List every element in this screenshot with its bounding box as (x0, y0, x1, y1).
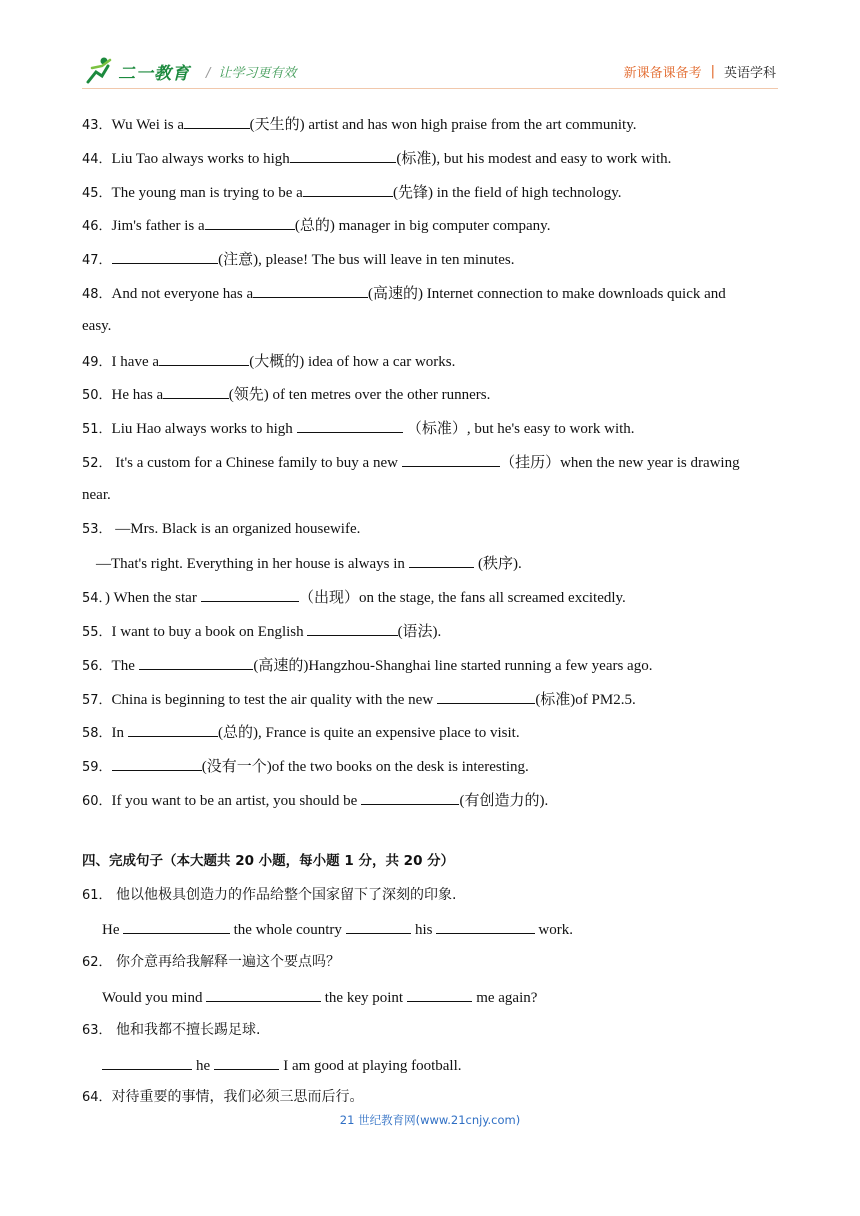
question-hint: （标准）, but he's easy to work with. (403, 421, 635, 438)
question-text: And not everyone has a (111, 286, 254, 302)
header-divider (82, 88, 778, 89)
answer-blank[interactable] (205, 214, 295, 230)
question-line (102, 986, 537, 1008)
question-text: Liu Tao always works to high (111, 150, 290, 167)
question-number: 48． (82, 287, 112, 302)
question-number: 47． (82, 253, 112, 269)
section-title: 四、完成句子（本大题共 20 小题，每小题 1 分，共 20 分） (82, 852, 455, 869)
question-number: 43． (82, 118, 112, 133)
page-header (82, 54, 778, 90)
question-line (82, 316, 111, 336)
answer-blank[interactable] (346, 918, 412, 934)
question-line (82, 214, 550, 237)
answer-blank[interactable] (184, 113, 250, 129)
answer-blank[interactable] (159, 350, 249, 366)
question-text: —That's right. Everything in her house is always in (96, 556, 409, 573)
question-line (82, 688, 636, 711)
question-number: 45． (82, 185, 112, 201)
question-hint: (大概的) idea of how a car works. (249, 353, 456, 370)
question-line (82, 113, 636, 136)
header-separator: | (710, 64, 715, 79)
question-text: Wu Wei is a (111, 117, 185, 133)
chinese-sentence: 他和我都不擅长踢足球. (111, 1021, 261, 1038)
question-text: The young man is trying to be a (111, 184, 303, 201)
chinese-sentence: 他以他极具创造力的作品给整个国家留下了深刻的印象. (111, 886, 457, 903)
answer-blank[interactable] (290, 147, 397, 163)
question-line (82, 654, 652, 677)
question-number: 50． (82, 388, 112, 404)
question-continuation: easy. (82, 317, 112, 334)
question-text: Jim's father is a (111, 218, 205, 235)
answer-blank[interactable] (128, 721, 218, 737)
question-line (82, 248, 514, 271)
answer-blank[interactable] (361, 789, 459, 805)
question-line (82, 586, 626, 609)
question-line (82, 1020, 260, 1041)
footer: 21 世纪教育网(www.21cnjy.com) (339, 1113, 521, 1127)
question-number: 60． (82, 794, 112, 809)
question-line (82, 755, 529, 778)
header-right (624, 62, 776, 81)
question-line (82, 485, 111, 505)
question-line (82, 350, 455, 373)
question-number: 53． (82, 521, 112, 537)
question-line (82, 282, 726, 305)
question-hint: (没有一个)of the two books on the desk is interesting. (201, 759, 529, 776)
question-number: 62． (82, 955, 112, 971)
question-number: 44． (82, 151, 112, 167)
sentence-fragment: Would you mind (102, 990, 207, 1006)
question-line (82, 1087, 364, 1108)
question-line (82, 181, 622, 204)
answer-blank[interactable] (102, 1054, 192, 1070)
header-right-text: 新课备课备考 (623, 66, 702, 81)
subject-label: 英语学科 (723, 66, 776, 81)
question-hint: (标准)of PM2.5. (535, 691, 636, 708)
question-continuation: near. (82, 486, 111, 503)
answer-blank[interactable] (407, 986, 473, 1002)
question-line (82, 147, 671, 170)
question-hint: (语法). (397, 624, 442, 640)
answer-blank[interactable] (163, 383, 229, 399)
answer-blank[interactable] (112, 248, 219, 264)
question-number: 54． (82, 591, 106, 607)
question-hint: (注意), please! The bus will leave in ten minutes. (218, 252, 515, 269)
question-text: He has a (111, 387, 164, 404)
question-hint: (领先) of ten metres over the other runners. (228, 387, 491, 404)
question-hint: (标准), but his modest and easy to work with. (396, 150, 672, 167)
question-number: 58． (82, 726, 112, 742)
sentence-fragment: He (102, 922, 124, 939)
answer-blank[interactable] (297, 417, 404, 433)
sentence-fragment: he (192, 1057, 214, 1074)
answer-blank[interactable] (402, 451, 500, 467)
question-line (82, 789, 548, 812)
question-text: In (111, 725, 128, 742)
question-line (82, 851, 454, 871)
question-number: 57． (82, 692, 112, 708)
question-hint: (先锋) in the field of high technology. (392, 184, 622, 201)
question-number: 56． (82, 658, 112, 674)
question-text: China is beginning to test the air quality with the new (111, 691, 437, 708)
question-number: 52． (82, 456, 112, 471)
question-line (102, 1054, 462, 1076)
answer-blank[interactable] (139, 654, 254, 670)
question-number: 55． (82, 625, 112, 640)
answer-blank[interactable] (253, 282, 368, 298)
question-number: 49． (82, 354, 112, 370)
question-hint: (天生的) artist and has won high praise from the art community. (249, 117, 637, 133)
answer-blank[interactable] (437, 688, 535, 704)
runner-logo-icon (82, 54, 116, 88)
answer-blank[interactable] (201, 586, 299, 602)
answer-blank[interactable] (436, 918, 534, 934)
answer-blank[interactable] (206, 986, 321, 1002)
question-line (82, 721, 520, 744)
question-number: 64． (82, 1090, 112, 1106)
answer-blank[interactable] (409, 552, 475, 568)
logo-text: 二一教育 (118, 63, 190, 84)
sentence-fragment: the whole country (229, 922, 346, 939)
question-line (96, 552, 522, 574)
question-text: If you want to be an artist, you should be (111, 793, 362, 809)
question-hint: （出现）on the stage, the fans all screamed excitedly. (298, 590, 626, 607)
question-text: ) When the star (105, 590, 201, 607)
question-number: 59． (82, 760, 112, 776)
question-text: —Mrs. Black is an organized housewife. (111, 520, 361, 537)
slogan-text: 让学习更有效 (218, 66, 297, 81)
question-number: 46． (82, 219, 112, 235)
sentence-fragment: his (411, 922, 437, 939)
answer-blank[interactable] (303, 181, 393, 197)
question-hint: (秩序). (474, 556, 522, 573)
question-hint: (高速的) Internet connection to make downloads quick and (367, 286, 726, 302)
question-text: Liu Hao always works to high (111, 421, 297, 438)
question-text: The (111, 657, 139, 674)
question-hint: (总的), France is quite an expensive place to visit. (217, 725, 520, 742)
question-line (82, 519, 360, 540)
sentence-fragment: work. (534, 922, 573, 939)
question-line (82, 383, 490, 406)
sentence-fragment: the key point (321, 990, 407, 1006)
question-number: 61． (82, 887, 112, 903)
question-line (82, 885, 456, 906)
logo (82, 54, 190, 88)
question-text: It's a custom for a Chinese family to buy a new (111, 455, 402, 471)
answer-blank[interactable] (214, 1054, 280, 1070)
answer-blank[interactable] (123, 918, 230, 934)
question-line (82, 952, 340, 973)
question-hint: (高速的)Hangzhou-Shanghai line started running a few years ago. (253, 657, 653, 674)
question-text: I have a (111, 353, 160, 370)
question-hint: (总的) manager in big computer company. (294, 218, 551, 235)
slogan: / 让学习更有效 (206, 66, 297, 81)
question-number: 63． (82, 1022, 112, 1038)
sentence-fragment: me again? (472, 990, 538, 1006)
answer-blank[interactable] (112, 755, 202, 771)
question-number: 51． (82, 422, 112, 438)
question-hint: （挂历）when the new year is drawing (500, 455, 740, 471)
sentence-fragment: I am good at playing football. (279, 1057, 462, 1074)
question-line (82, 417, 635, 440)
chinese-sentence: 对待重要的事情，我们必须三思而后行。 (111, 1089, 364, 1106)
question-line (102, 918, 573, 940)
chinese-sentence: 你介意再给我解释一遍这个要点吗？ (111, 954, 340, 971)
question-line (82, 451, 740, 474)
question-hint: (有创造力的). (459, 793, 549, 809)
question-text: I want to buy a book on English (111, 624, 308, 640)
answer-blank[interactable] (307, 620, 397, 636)
question-line (82, 620, 441, 643)
